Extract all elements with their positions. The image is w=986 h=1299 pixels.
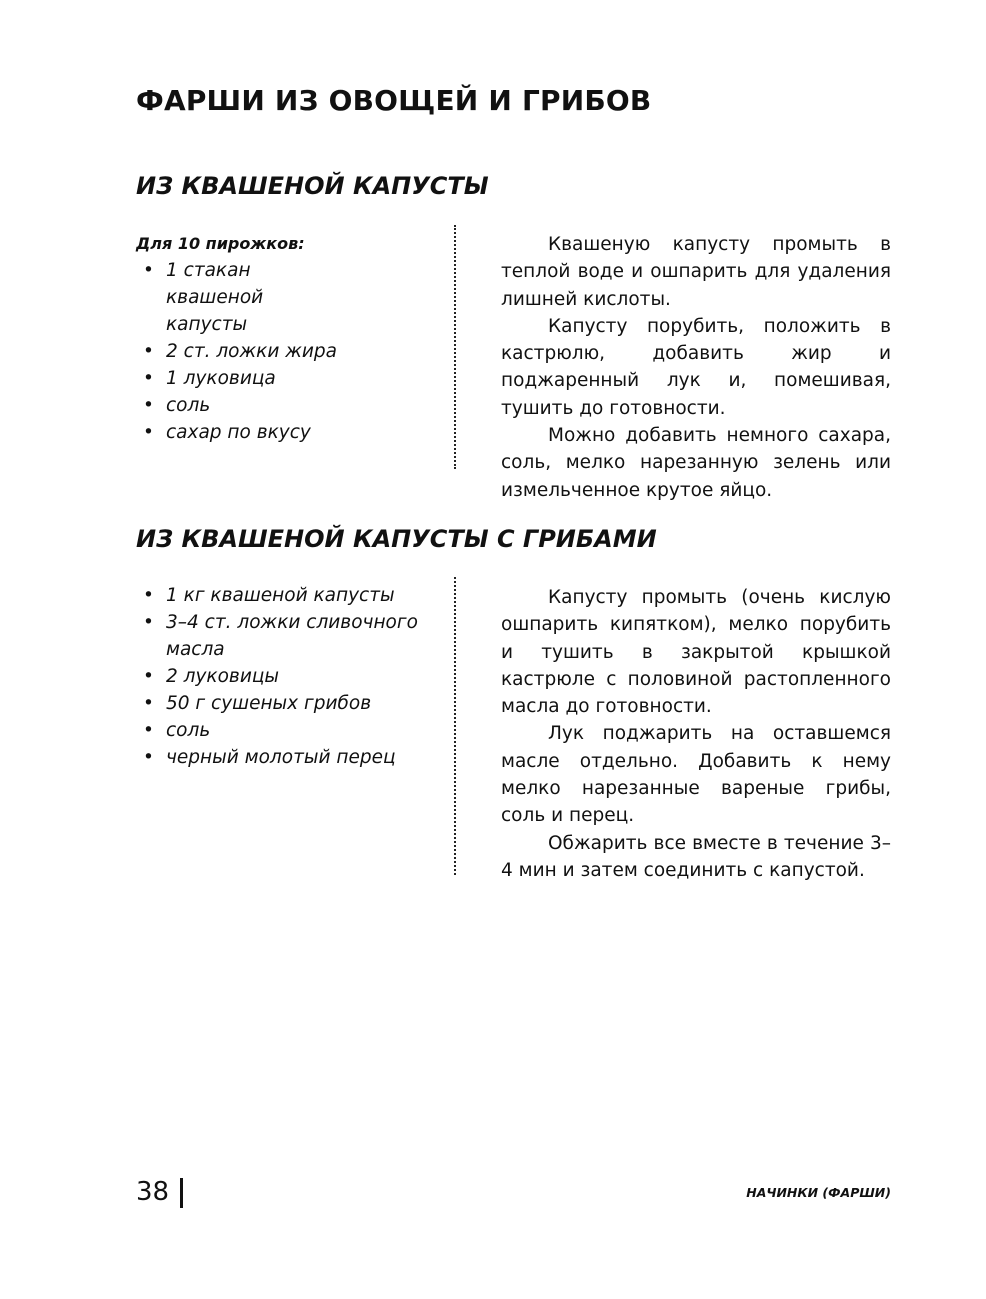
bullet-icon: •: [143, 341, 154, 362]
ingredient-item: • 1 луковица: [136, 365, 436, 392]
instruction-paragraph: Капусту промыть (очень кислую ошпарить кипятком), мелко порубить и тушить в закрытой крышкой кастрюле с половиной растопленного масла до готовности.: [501, 587, 891, 718]
recipe-title-sauerkraut: ИЗ КВАШЕНОЙ КАПУСТЫ: [136, 172, 489, 200]
ingredients-sauerkraut: [136, 230, 436, 446]
bullet-icon: •: [143, 422, 154, 443]
bullet-icon: •: [143, 368, 154, 389]
column-divider: [454, 577, 456, 875]
ingredients-list: [136, 582, 436, 771]
bullet-icon: •: [143, 260, 154, 281]
ingredient-item: • 3–4 ст. ложки сливочного масла: [136, 609, 431, 663]
footer-divider: [180, 1178, 183, 1208]
bullet-icon: •: [143, 666, 154, 687]
instructions-sauerkraut: [501, 231, 891, 504]
page-title: ФАРШИ ИЗ ОВОЩЕЙ И ГРИБОВ: [136, 84, 652, 117]
page-number: 38: [136, 1177, 170, 1207]
instruction-paragraph: Лук поджарить на оставшемся масле отдельно. Добавить к нему мелко нарезанные вареные грибы, соль и перец.: [501, 723, 891, 827]
column-divider: [454, 225, 456, 469]
bullet-icon: •: [143, 612, 154, 633]
bullet-icon: •: [143, 395, 154, 416]
ingredient-item: • 2 луковицы: [136, 663, 436, 690]
instructions-sauerkraut-mushrooms: [501, 584, 891, 884]
ingredient-item: • черный молотый перец: [136, 744, 436, 771]
ingredient-item: • соль: [136, 392, 436, 419]
instruction-paragraph: Капусту порубить, положить в кастрюлю, добавить жир и поджаренный лук и, помешивая, тушить до готовности.: [501, 315, 891, 419]
recipe-title-sauerkraut-mushrooms: ИЗ КВАШЕНОЙ КАПУСТЫ С ГРИБАМИ: [136, 525, 657, 553]
bullet-icon: •: [143, 585, 154, 606]
instruction-paragraph: Можно добавить немного сахара, соль, мелко нарезанную зелень или измельченное крутое яйцо.: [501, 425, 891, 501]
ingredient-item: • 1 стакан квашеной капусты: [136, 257, 346, 338]
instruction-paragraph: Квашеную капусту промыть в теплой воде и ошпарить для удаления лишней кислоты.: [501, 234, 891, 310]
bullet-icon: •: [143, 693, 154, 714]
ingredient-item: • 1 кг квашеной капусты: [136, 582, 436, 609]
ingredient-item: • сахар по вкусу: [136, 419, 436, 446]
instruction-paragraph: Обжарить все вместе в течение 3–4 мин и затем соединить с капустой.: [501, 832, 891, 881]
ingredients-list: [136, 257, 436, 446]
bullet-icon: •: [143, 720, 154, 741]
ingredient-item: • 50 г сушеных грибов: [136, 690, 436, 717]
ingredient-item: • 2 ст. ложки жира: [136, 338, 436, 365]
bullet-icon: •: [143, 747, 154, 768]
ingredients-heading: Для 10 пирожков:: [136, 234, 305, 253]
ingredients-sauerkraut-mushrooms: [136, 582, 436, 771]
ingredient-item: • соль: [136, 717, 436, 744]
running-footer: НАЧИНКИ (ФАРШИ): [746, 1185, 891, 1200]
